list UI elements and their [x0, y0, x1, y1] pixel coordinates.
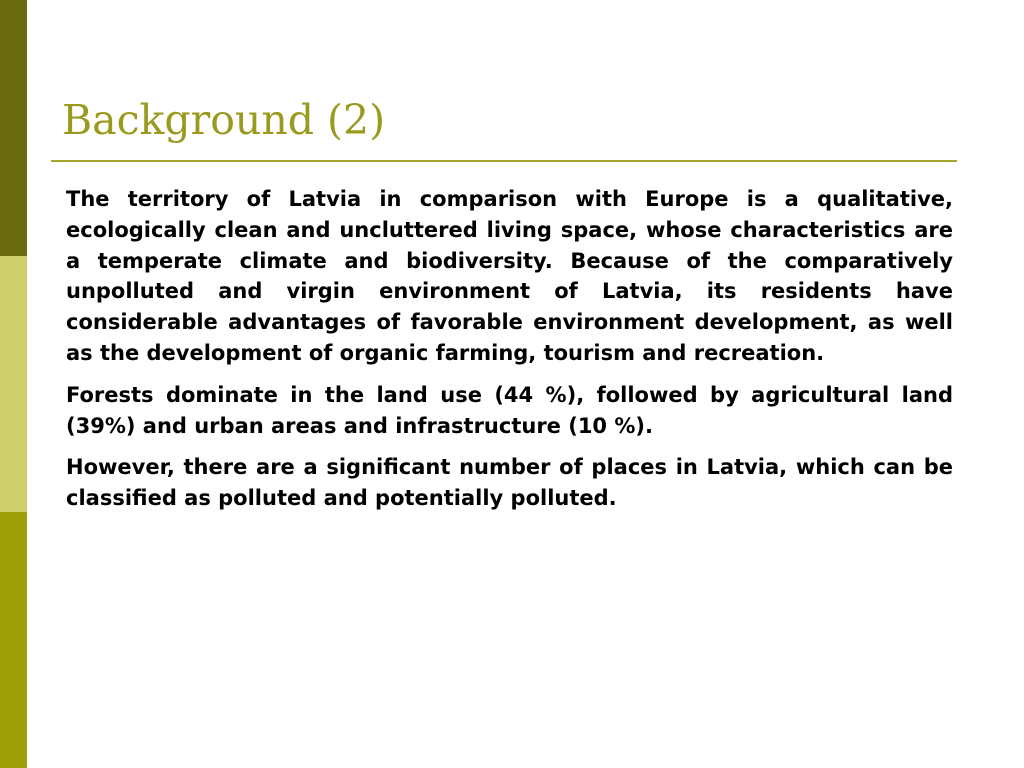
paragraph-territory: The territory of Latvia in comparison with Europe is a qualitative, ecologically clean and uncluttered living space, whose characteristics are a temperate climate and biodiversity. Because of the comparatively unpolluted and virgin environment of Latvia, its residents have considerable advantages of favorable environment development, as well as the development of organic farming, tourism and recreation.	[66, 187, 953, 365]
paragraph-pollution: However, there are a significant number of places in Latvia, which can be classified as polluted and potentially polluted.	[66, 455, 953, 511]
sidebar-band-middle	[0, 256, 27, 512]
slide-title: Background (2)	[62, 96, 386, 144]
sidebar-band-top	[0, 0, 27, 256]
decorative-sidebar	[0, 0, 27, 768]
paragraph-land-use: Forests dominate in the land use (44 %), followed by agricultural land (39%) and urban areas and infrastructure (10 %).	[66, 382, 953, 438]
slide-body	[66, 184, 953, 525]
title-divider	[51, 160, 957, 162]
sidebar-band-bottom	[0, 512, 27, 768]
